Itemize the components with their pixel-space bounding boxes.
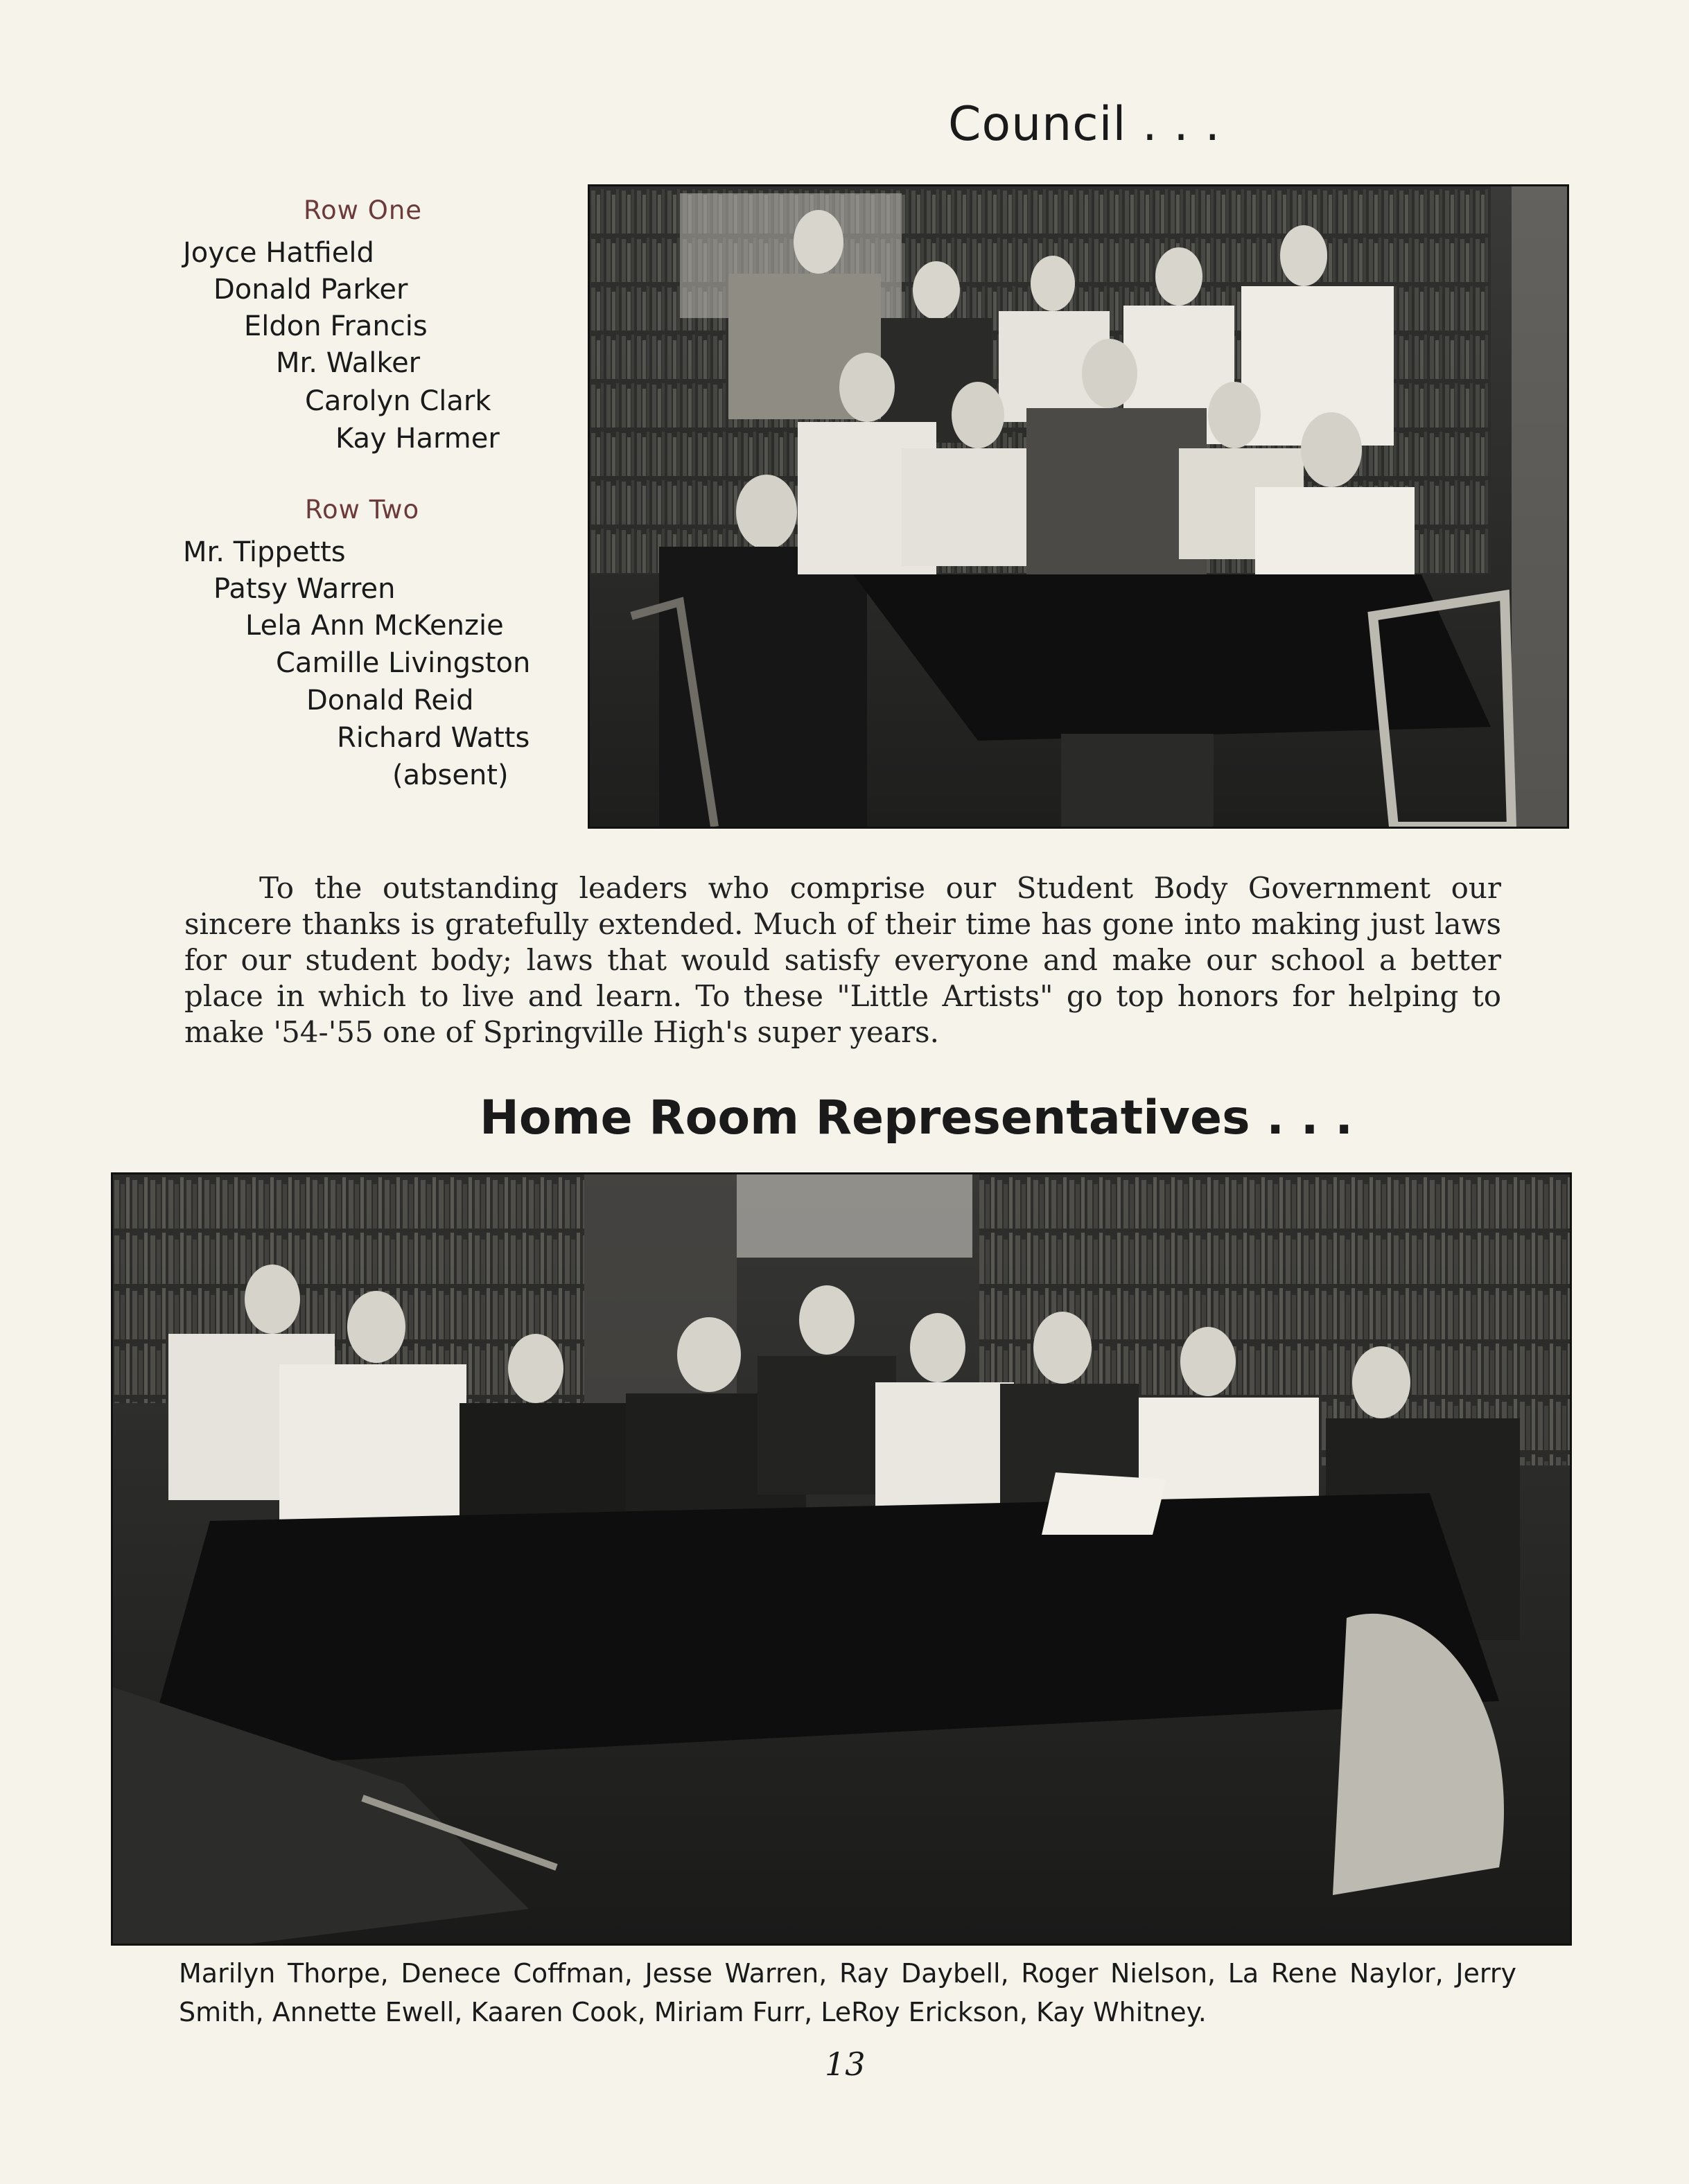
page-number: 13 — [825, 2045, 866, 2083]
absent-note: (absent) — [392, 759, 509, 791]
council-photo — [588, 184, 1569, 829]
row-two-name: Camille Livingston — [276, 647, 531, 679]
homeroom-title: Home Room Representatives . . . — [480, 1091, 1354, 1145]
row-two-name: Richard Watts — [337, 722, 530, 754]
row-one-name: Joyce Hatfield — [183, 237, 374, 269]
row-two-name: Mr. Tippetts — [183, 536, 346, 568]
row-one-name: Donald Parker — [213, 274, 408, 306]
row-two-name: Donald Reid — [306, 685, 474, 716]
homeroom-caption: Marilyn Thorpe, Denece Coffman, Jesse Warren, Ray Daybell, Roger Nielson, La Rene Naylor, Jerry Smith, Annette Ewell, Kaaren Cook, Miriam Furr, LeRoy Erickson, Kay Whitney. — [179, 1958, 1516, 2027]
row-one-name: Kay Harmer — [335, 423, 500, 455]
row-two-heading: Row Two — [305, 495, 420, 525]
row-one-heading: Row One — [304, 195, 423, 225]
row-one-name: Eldon Francis — [244, 310, 428, 342]
row-two-name: Patsy Warren — [213, 573, 396, 605]
row-one-name: Carolyn Clark — [305, 385, 491, 417]
row-one-name: Mr. Walker — [276, 347, 421, 379]
homeroom-photo — [111, 1172, 1572, 1946]
intro-paragraph: To the outstanding leaders who comprise our Student Body Government our sincere thanks is gratefully extended. Much of their time has gone into making just laws for our student body; laws that would satisfy everyone and make our school a better place in which to live and learn. To these "Little Artists" go top honors for helping to make '54-'55 one of Springville High's super years. — [184, 871, 1501, 1049]
council-title: Council . . . — [948, 97, 1221, 152]
row-two-name: Lela Ann McKenzie — [245, 610, 504, 642]
